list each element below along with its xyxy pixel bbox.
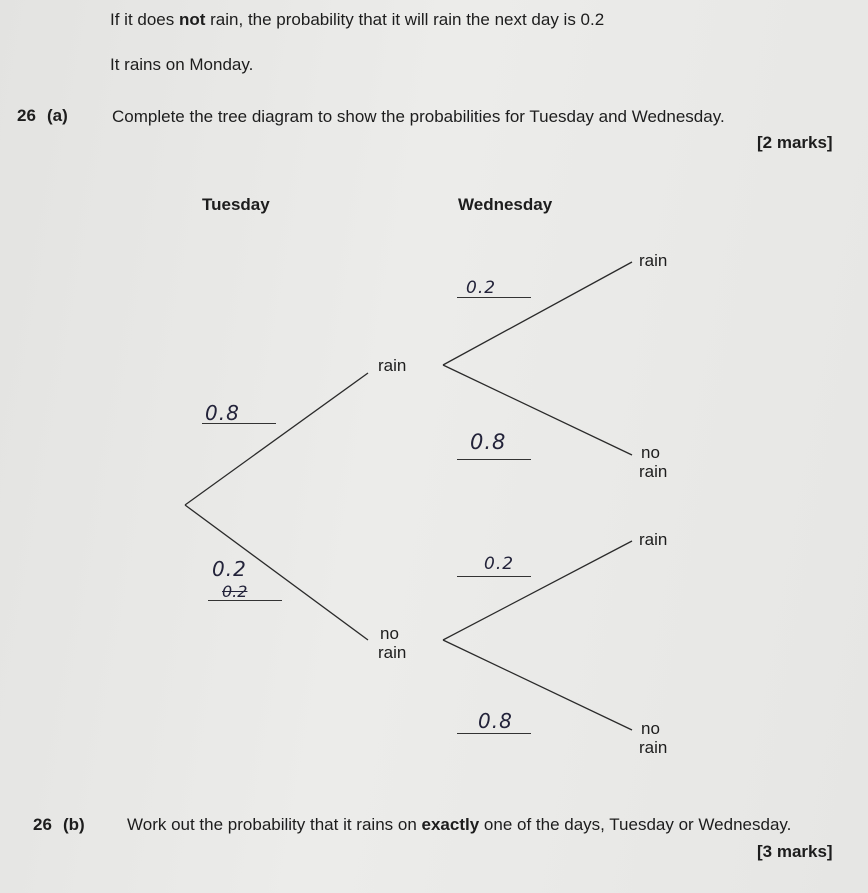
- label-tuesday-no-rain: rain: [378, 643, 407, 662]
- question-text-a: Complete the tree diagram to show the probabilities for Tuesday and Wednesday.: [112, 107, 725, 126]
- label-wed-3-rain: rain: [639, 530, 668, 549]
- label-wed-1-rain: rain: [639, 251, 668, 270]
- question-number-b: 26: [33, 815, 52, 834]
- label-tuesday-no: no: [380, 624, 399, 643]
- label-wed-2-rain: rain: [639, 462, 668, 481]
- label-wed-4-no: no: [641, 719, 660, 738]
- answer-line-wed-3: [457, 576, 531, 577]
- answer-line-wed-2: [457, 459, 531, 460]
- branch-wed-norain-no-rain: [443, 640, 632, 730]
- label-wed-4-rain: rain: [639, 738, 668, 757]
- context-line-1-emphasis: not: [178, 10, 206, 29]
- question-part-a: (a): [47, 106, 68, 125]
- label-tuesday-rain: rain: [378, 356, 407, 375]
- handwritten-wed-2: 0.8: [470, 430, 507, 454]
- handwritten-wed-1: 0.2: [466, 278, 497, 298]
- handwritten-wed-4: 0.8: [478, 709, 513, 733]
- handwritten-wed-3: 0.2: [484, 554, 515, 574]
- question-text-b-emphasis: exactly: [421, 815, 480, 834]
- context-line-1-start: If it does: [110, 10, 179, 29]
- handwritten-tue-no-rain-crossed: 0.2: [222, 582, 248, 601]
- question-text-b-start: Work out the probability that it rains on: [127, 815, 422, 834]
- question-text-b: [127, 815, 791, 835]
- question-text-b-end: one of the days, Tuesday or Wednesday.: [479, 815, 792, 834]
- handwritten-tue-no-rain: 0.2: [212, 557, 247, 581]
- branch-tuesday-rain: [185, 373, 368, 505]
- branch-wed-norain-rain: [443, 541, 632, 640]
- label-wed-2-no: no: [641, 443, 660, 462]
- answer-line-wed-4: [457, 733, 531, 734]
- heading-tuesday: Tuesday: [202, 195, 270, 214]
- marks-a: [2 marks]: [757, 133, 833, 152]
- question-part-b: (b): [63, 815, 85, 834]
- heading-wednesday: Wednesday: [458, 195, 553, 214]
- context-line-2: It rains on Monday.: [110, 55, 254, 74]
- context-line-1-end: rain, the probability that it will rain the next day is 0.2: [205, 10, 605, 29]
- marks-b: [3 marks]: [757, 842, 833, 861]
- handwritten-tue-rain: 0.8: [205, 401, 240, 425]
- question-number-a: 26: [17, 106, 36, 125]
